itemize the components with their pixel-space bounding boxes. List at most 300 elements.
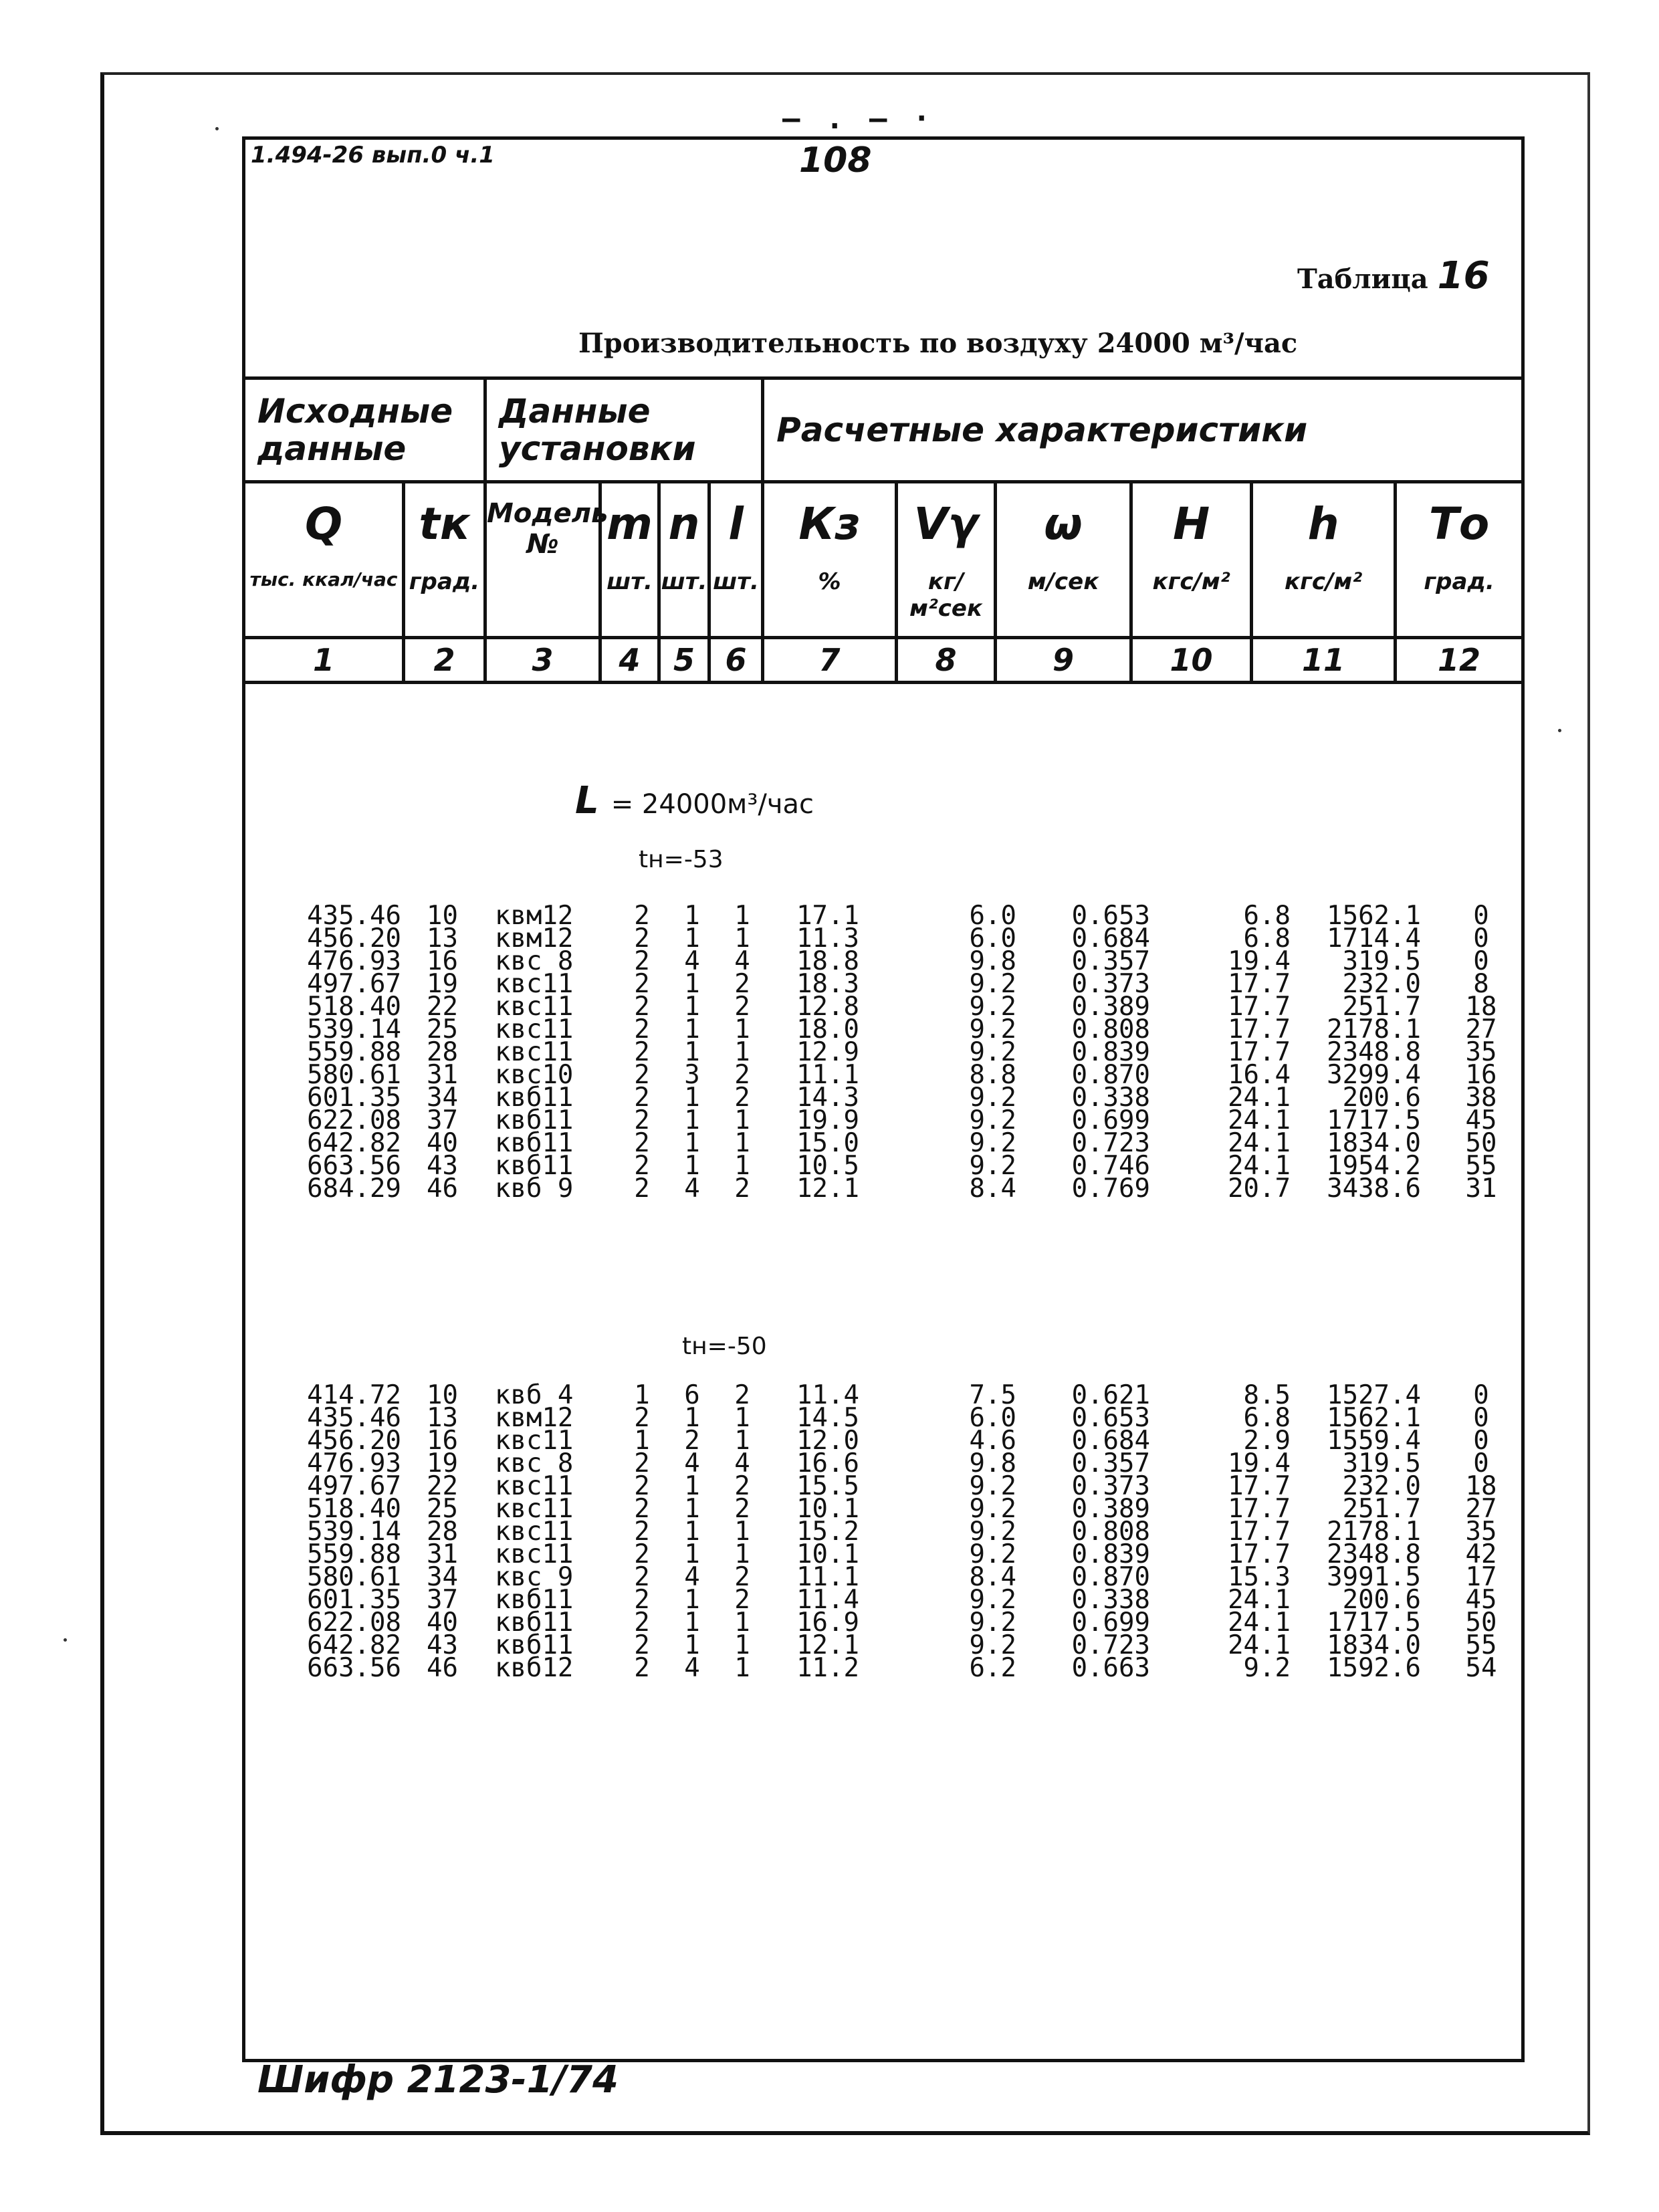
table-cell-col1: 601.35	[307, 1585, 401, 1615]
table-cell-col11: 1834.0	[1327, 1630, 1421, 1660]
table-cell-col10: 2.9	[1243, 1426, 1291, 1456]
table-cell-col8: 8.4	[969, 1562, 1016, 1592]
table-cell-col1: 601.35	[307, 1083, 401, 1113]
table-cell-col9: 0.723	[1071, 1128, 1150, 1158]
table-cell-col10: 19.4	[1228, 946, 1291, 976]
table-cell-col3: квб11	[495, 1105, 574, 1135]
table-cell-col7: 15.2	[796, 1517, 859, 1547]
table-label	[1297, 254, 1490, 298]
table-cell-col9: 0.373	[1071, 1471, 1150, 1501]
table-cell-col1: 663.56	[307, 1151, 401, 1181]
table-cell-col2: 31	[427, 1539, 458, 1569]
table-cell-col6: 2	[734, 1083, 750, 1113]
table-cell-col9: 0.621	[1071, 1380, 1150, 1410]
table-cell-col8: 9.2	[969, 1037, 1016, 1067]
table-cell-col2: 34	[427, 1562, 458, 1592]
table-cell-col2: 46	[427, 1174, 458, 1204]
table-cell-col11: 2178.1	[1327, 1014, 1421, 1044]
column-number: 6	[709, 638, 763, 683]
table-cell-col6: 2	[734, 1060, 750, 1090]
table-cell-col6: 1	[734, 1426, 750, 1456]
table-cell-col11: 251.7	[1342, 992, 1421, 1022]
table-cell-col3: квб12	[495, 1653, 574, 1683]
table-cell-col10: 8.5	[1243, 1380, 1291, 1410]
table-cell-col6: 1	[734, 1653, 750, 1683]
table-cell-col1: 622.08	[307, 1105, 401, 1135]
table-cell-col12: 18	[1465, 992, 1497, 1022]
table-cell-col5: 4	[684, 1653, 700, 1683]
table-cell-col11: 232.0	[1342, 1471, 1421, 1501]
scan-speck	[64, 1638, 67, 1642]
table-cell-col11: 1834.0	[1327, 1128, 1421, 1158]
column-header-3	[485, 482, 609, 638]
table-cell-col9: 0.663	[1071, 1653, 1150, 1683]
column-header-8	[897, 482, 996, 638]
table-cell-col4: 2	[634, 1630, 650, 1660]
table-cell-col2: 16	[427, 1426, 458, 1456]
table-cell-col11: 251.7	[1342, 1494, 1421, 1524]
table-cell-col3: квс11	[495, 992, 574, 1022]
table-cell-col12: 50	[1465, 1128, 1497, 1158]
table-cell-col5: 1	[684, 1608, 700, 1638]
table-cell-col8: 9.2	[969, 1517, 1016, 1547]
table-cell-col8: 9.2	[969, 1539, 1016, 1569]
table-cell-col6: 1	[734, 1037, 750, 1067]
table-cell-col2: 19	[427, 969, 458, 999]
table-cell-col5: 1	[684, 1630, 700, 1660]
table-cell-col4: 2	[634, 901, 650, 931]
table-cell-col6: 2	[734, 1380, 750, 1410]
table-cell-col12: 0	[1473, 946, 1489, 976]
table-cell-col12: 0	[1473, 901, 1489, 931]
table-cell-col11: 2348.8	[1327, 1539, 1421, 1569]
table-cell-col4: 2	[634, 1471, 650, 1501]
column-number: 1	[244, 638, 404, 683]
table-cell-col7: 19.9	[796, 1105, 859, 1135]
table-cell-col12: 35	[1465, 1037, 1497, 1067]
column-number: 8	[897, 638, 996, 683]
table-cell-col9: 0.338	[1071, 1083, 1150, 1113]
table-cell-col7: 15.5	[796, 1471, 859, 1501]
table-cell-col7: 12.0	[796, 1426, 859, 1456]
table-cell-col5: 4	[684, 946, 700, 976]
table-cell-col5: 1	[684, 1105, 700, 1135]
table-cell-col9: 0.373	[1071, 969, 1150, 999]
table-cell-col2: 37	[427, 1585, 458, 1615]
table-cell-col2: 43	[427, 1630, 458, 1660]
column-header-10	[1131, 482, 1252, 638]
table-cell-col1: 414.72	[307, 1380, 401, 1410]
table-cell-col5: 6	[684, 1380, 700, 1410]
table-cell-col11: 232.0	[1342, 969, 1421, 999]
table-cell-col10: 17.7	[1228, 1037, 1291, 1067]
table-cell-col3: квб11	[495, 1128, 574, 1158]
table-cell-col12: 31	[1465, 1174, 1497, 1204]
table-cell-col4: 2	[634, 1539, 650, 1569]
table-cell-col8: 7.5	[969, 1380, 1016, 1410]
table-cell-col12: 8	[1473, 969, 1489, 999]
table-cell-col8: 9.2	[969, 1014, 1016, 1044]
table-cell-col4: 2	[634, 946, 650, 976]
table-cell-col8: 6.0	[969, 901, 1016, 931]
column-unit: град.	[1424, 568, 1495, 595]
column-number: 10	[1131, 638, 1252, 683]
table-cell-col9: 0.839	[1071, 1539, 1150, 1569]
section-label-53: tн=-53	[639, 846, 724, 873]
table-cell-col8: 8.8	[969, 1060, 1016, 1090]
column-symbol: m	[606, 498, 653, 550]
table-cell-col5: 1	[684, 901, 700, 931]
table-cell-col5: 1	[684, 1014, 700, 1044]
table-cell-col4: 2	[634, 1494, 650, 1524]
table-cell-col5: 4	[684, 1562, 700, 1592]
table-cell-col2: 34	[427, 1083, 458, 1113]
column-header-9	[996, 482, 1131, 638]
table-cell-col7: 11.3	[796, 923, 859, 954]
table-cell-col8: 6.0	[969, 923, 1016, 954]
table-cell-col7: 10.5	[796, 1151, 859, 1181]
table-cell-col11: 1559.4	[1327, 1426, 1421, 1456]
table-cell-col1: 684.29	[307, 1174, 401, 1204]
table-cell-col7: 17.1	[796, 901, 859, 931]
column-symbol: l	[728, 498, 744, 550]
table-cell-col4: 2	[634, 969, 650, 999]
table-cell-col4: 2	[634, 1562, 650, 1592]
table-cell-col5: 2	[684, 1426, 700, 1456]
table-cell-col9: 0.338	[1071, 1585, 1150, 1615]
column-number: 3	[485, 638, 600, 683]
table-cell-col4: 1	[634, 1426, 650, 1456]
table-cell-col7: 16.9	[796, 1608, 859, 1638]
table-cell-col12: 18	[1465, 1471, 1497, 1501]
table-cell-col6: 4	[734, 946, 750, 976]
column-symbol: n	[668, 498, 700, 550]
group-header-installation: Данные установки	[485, 378, 763, 482]
column-header-7	[763, 482, 897, 638]
table-cell-col6: 1	[734, 901, 750, 931]
table-cell-col5: 4	[684, 1448, 700, 1478]
table-cell-col7: 10.1	[796, 1494, 859, 1524]
table-cell-col12: 45	[1465, 1585, 1497, 1615]
document-reference: 1.494-26 вып.0 ч.1	[251, 142, 495, 169]
page-number: 108	[799, 140, 872, 181]
column-header-4	[600, 482, 659, 638]
table-cell-col1: 539.14	[307, 1517, 401, 1547]
table-cell-col4: 2	[634, 1128, 650, 1158]
table-cell-col7: 12.1	[796, 1174, 859, 1204]
table-cell-col2: 19	[427, 1448, 458, 1478]
table-cell-col6: 1	[734, 1151, 750, 1181]
table-cell-col10: 24.1	[1228, 1128, 1291, 1158]
column-unit: шт.	[713, 568, 759, 595]
column-header-2	[404, 482, 485, 638]
table-cell-col3: квс 9	[495, 1562, 574, 1592]
table-cell-col12: 54	[1465, 1653, 1497, 1683]
table-cell-col11: 3438.6	[1327, 1174, 1421, 1204]
table-cell-col3: квс11	[495, 969, 574, 999]
table-cell-col1: 539.14	[307, 1014, 401, 1044]
table-cell-col2: 28	[427, 1037, 458, 1067]
table-cell-col5: 1	[684, 1517, 700, 1547]
table-cell-col6: 2	[734, 1562, 750, 1592]
table-cell-col3: квб 9	[495, 1174, 574, 1204]
table-cell-col6: 1	[734, 1608, 750, 1638]
column-header-1	[244, 482, 404, 638]
table-cell-col7: 11.4	[796, 1585, 859, 1615]
column-number: 12	[1396, 638, 1523, 683]
table-cell-col1: 456.20	[307, 923, 401, 954]
table-cell-col6: 1	[734, 1014, 750, 1044]
table-cell-col9: 0.653	[1071, 901, 1150, 931]
column-symbol: Vγ	[913, 498, 978, 550]
table-cell-col3: квс11	[495, 1517, 574, 1547]
column-symbol: ω	[1044, 498, 1083, 550]
table-label-text: Таблица	[1297, 263, 1428, 295]
table-cell-col11: 1527.4	[1327, 1380, 1421, 1410]
table-cell-col8: 4.6	[969, 1426, 1016, 1456]
table-cell-col6: 1	[734, 923, 750, 954]
table-cell-col10: 24.1	[1228, 1151, 1291, 1181]
table-cell-col4: 2	[634, 1585, 650, 1615]
table-cell-col10: 6.8	[1243, 901, 1291, 931]
table-cell-col7: 11.1	[796, 1562, 859, 1592]
table-cell-col1: 476.93	[307, 946, 401, 976]
table-cell-col12: 45	[1465, 1105, 1497, 1135]
table-cell-col11: 319.5	[1342, 1448, 1421, 1478]
table-cell-col10: 17.7	[1228, 1539, 1291, 1569]
table-cell-col1: 435.46	[307, 1403, 401, 1433]
column-symbol: Кз	[798, 498, 861, 550]
table-cell-col11: 3299.4	[1327, 1060, 1421, 1090]
table-cell-col3: квс11	[495, 1539, 574, 1569]
table-cell-col11: 2178.1	[1327, 1517, 1421, 1547]
column-unit: тыс. ккал/час	[249, 568, 398, 590]
table-cell-col7: 12.1	[796, 1630, 859, 1660]
table-cell-col12: 50	[1465, 1608, 1497, 1638]
table-cell-col2: 13	[427, 1403, 458, 1433]
table-cell-col6: 2	[734, 1174, 750, 1204]
table-cell-col8: 9.2	[969, 1471, 1016, 1501]
table-cell-col2: 40	[427, 1608, 458, 1638]
table-cell-col2: 25	[427, 1014, 458, 1044]
table-cell-col10: 24.1	[1228, 1585, 1291, 1615]
table-cell-col4: 2	[634, 1448, 650, 1478]
table-cell-col5: 1	[684, 1471, 700, 1501]
table-cell-col12: 27	[1465, 1014, 1497, 1044]
table-cell-col12: 38	[1465, 1083, 1497, 1113]
column-symbol: H	[1172, 498, 1210, 550]
table-cell-col11: 1714.4	[1327, 923, 1421, 954]
table-cell-col8: 6.2	[969, 1653, 1016, 1683]
table-cell-col11: 200.6	[1342, 1083, 1421, 1113]
table-cell-col2: 10	[427, 901, 458, 931]
column-number: 7	[763, 638, 897, 683]
table-cell-col2: 16	[427, 946, 458, 976]
table-cell-col10: 17.7	[1228, 992, 1291, 1022]
table-cell-col2: 22	[427, 1471, 458, 1501]
table-cell-col10: 20.7	[1228, 1174, 1291, 1204]
column-unit: кг/м²сек	[909, 568, 983, 622]
table-cell-col9: 0.653	[1071, 1403, 1150, 1433]
table-cell-col1: 497.67	[307, 969, 401, 999]
table-cell-col2: 10	[427, 1380, 458, 1410]
table-cell-col9: 0.808	[1071, 1517, 1150, 1547]
table-cell-col8: 9.2	[969, 1128, 1016, 1158]
table-cell-col12: 35	[1465, 1517, 1497, 1547]
table-cell-col9: 0.699	[1071, 1105, 1150, 1135]
table-cell-col5: 1	[684, 1539, 700, 1569]
table-cell-col3: квб11	[495, 1083, 574, 1113]
table-header	[242, 376, 1525, 684]
table-cell-col3: квм12	[495, 901, 574, 931]
table-cell-col3: квб 4	[495, 1380, 574, 1410]
table-cell-col1: 580.61	[307, 1562, 401, 1592]
table-cell-col10: 17.7	[1228, 1471, 1291, 1501]
table-cell-col8: 6.0	[969, 1403, 1016, 1433]
table-caption: Производительность по воздуху 24000 м³/час	[578, 328, 1298, 359]
column-unit: м/сек	[1027, 568, 1099, 595]
table-cell-col6: 2	[734, 1471, 750, 1501]
table-cell-col6: 1	[734, 1128, 750, 1158]
table-cell-col3: квб11	[495, 1151, 574, 1181]
table-cell-col7: 14.3	[796, 1083, 859, 1113]
table-cell-col8: 9.8	[969, 1448, 1016, 1478]
column-header-5	[659, 482, 709, 638]
table-cell-col1: 518.40	[307, 1494, 401, 1524]
table-cell-col9: 0.808	[1071, 1014, 1150, 1044]
table-cell-col5: 3	[684, 1060, 700, 1090]
table-cell-col5: 1	[684, 1151, 700, 1181]
column-header-11	[1252, 482, 1396, 638]
table-cell-col6: 1	[734, 1105, 750, 1135]
group-header-calculated: Расчетные характеристики	[763, 378, 1523, 482]
table-cell-col3: квс 8	[495, 1448, 574, 1478]
scan-speck	[1558, 729, 1561, 732]
table-cell-col12: 27	[1465, 1494, 1497, 1524]
table-cell-col7: 11.2	[796, 1653, 859, 1683]
table-cell-col10: 24.1	[1228, 1608, 1291, 1638]
table-cell-col7: 16.6	[796, 1448, 859, 1478]
table-cell-col1: 456.20	[307, 1426, 401, 1456]
flow-value: 24000м³/час	[641, 789, 814, 820]
table-cell-col1: 435.46	[307, 901, 401, 931]
table-cell-col4: 2	[634, 1060, 650, 1090]
flow-equals: =	[611, 789, 642, 820]
table-cell-col5: 1	[684, 969, 700, 999]
column-symbol: Q	[304, 498, 343, 550]
table-cell-col10: 19.4	[1228, 1448, 1291, 1478]
table-cell-col10: 24.1	[1228, 1630, 1291, 1660]
table-cell-col5: 1	[684, 1128, 700, 1158]
column-unit: кгс/м²	[1285, 568, 1363, 595]
table-cell-col4: 2	[634, 1403, 650, 1433]
table-cell-col6: 2	[734, 992, 750, 1022]
table-cell-col1: 476.93	[307, 1448, 401, 1478]
table-cell-col12: 16	[1465, 1060, 1497, 1090]
table-cell-col6: 2	[734, 1494, 750, 1524]
table-cell-col10: 16.4	[1228, 1060, 1291, 1090]
table-cell-col9: 0.839	[1071, 1037, 1150, 1067]
column-number: 2	[404, 638, 485, 683]
table-cell-col2: 46	[427, 1653, 458, 1683]
table-cell-col7: 18.3	[796, 969, 859, 999]
table-cell-col2: 25	[427, 1494, 458, 1524]
column-unit: град.	[409, 568, 480, 595]
table-cell-col3: квм12	[495, 923, 574, 954]
table-cell-col6: 1	[734, 1517, 750, 1547]
table-cell-col2: 13	[427, 923, 458, 954]
table-cell-col11: 1562.1	[1327, 901, 1421, 931]
table-cell-col1: 559.88	[307, 1037, 401, 1067]
table-cell-col9: 0.389	[1071, 1494, 1150, 1524]
table-cell-col8: 9.2	[969, 1630, 1016, 1660]
flow-symbol: L	[575, 779, 599, 822]
table-cell-col11: 1562.1	[1327, 1403, 1421, 1433]
table-cell-col10: 17.7	[1228, 1014, 1291, 1044]
table-cell-col1: 559.88	[307, 1539, 401, 1569]
table-cell-col12: 42	[1465, 1539, 1497, 1569]
table-cell-col8: 9.2	[969, 969, 1016, 999]
table-cell-col4: 2	[634, 923, 650, 954]
table-number: 16	[1437, 254, 1490, 298]
table-cell-col2: 37	[427, 1105, 458, 1135]
table-cell-col9: 0.746	[1071, 1151, 1150, 1181]
table-cell-col7: 11.1	[796, 1060, 859, 1090]
column-number: 5	[659, 638, 709, 683]
table-cell-col10: 9.2	[1243, 1653, 1291, 1683]
group-header-source: Исходные данные	[244, 378, 485, 482]
table-cell-col10: 6.8	[1243, 1403, 1291, 1433]
table-cell-col8: 9.8	[969, 946, 1016, 976]
table-cell-col2: 43	[427, 1151, 458, 1181]
table-cell-col3: квм12	[495, 1403, 574, 1433]
table-cell-col8: 9.2	[969, 1151, 1016, 1181]
table-cell-col10: 17.7	[1228, 969, 1291, 999]
table-cell-col1: 642.82	[307, 1128, 401, 1158]
table-cell-col7: 18.0	[796, 1014, 859, 1044]
table-cell-col5: 1	[684, 1037, 700, 1067]
table-cell-col3: квб11	[495, 1585, 574, 1615]
table-cell-col9: 0.357	[1071, 1448, 1150, 1478]
table-cell-col9: 0.870	[1071, 1562, 1150, 1592]
table-cell-col9: 0.870	[1071, 1060, 1150, 1090]
table-cell-col4: 1	[634, 1380, 650, 1410]
table-cell-col1: 663.56	[307, 1653, 401, 1683]
table-cell-col2: 28	[427, 1517, 458, 1547]
table-cell-col6: 1	[734, 1630, 750, 1660]
table-cell-col8: 8.4	[969, 1174, 1016, 1204]
table-cell-col7: 15.0	[796, 1128, 859, 1158]
column-header-6	[709, 482, 763, 638]
table-cell-col2: 22	[427, 992, 458, 1022]
table-cell-col4: 2	[634, 1037, 650, 1067]
flow-rate-label	[575, 779, 814, 822]
table-cell-col11: 2348.8	[1327, 1037, 1421, 1067]
table-cell-col6: 1	[734, 1539, 750, 1569]
table-cell-col8: 9.2	[969, 1083, 1016, 1113]
table-cell-col11: 1592.6	[1327, 1653, 1421, 1683]
table-cell-col10: 6.8	[1243, 923, 1291, 954]
table-cell-col3: квс11	[495, 1426, 574, 1456]
table-cell-col3: квс 8	[495, 946, 574, 976]
table-cell-col12: 0	[1473, 1380, 1489, 1410]
table-cell-col7: 18.8	[796, 946, 859, 976]
table-cell-col3: квс11	[495, 1471, 574, 1501]
table-cell-col6: 4	[734, 1448, 750, 1478]
table-cell-col3: квс10	[495, 1060, 574, 1090]
column-header-12	[1396, 482, 1523, 638]
table-cell-col5: 1	[684, 992, 700, 1022]
